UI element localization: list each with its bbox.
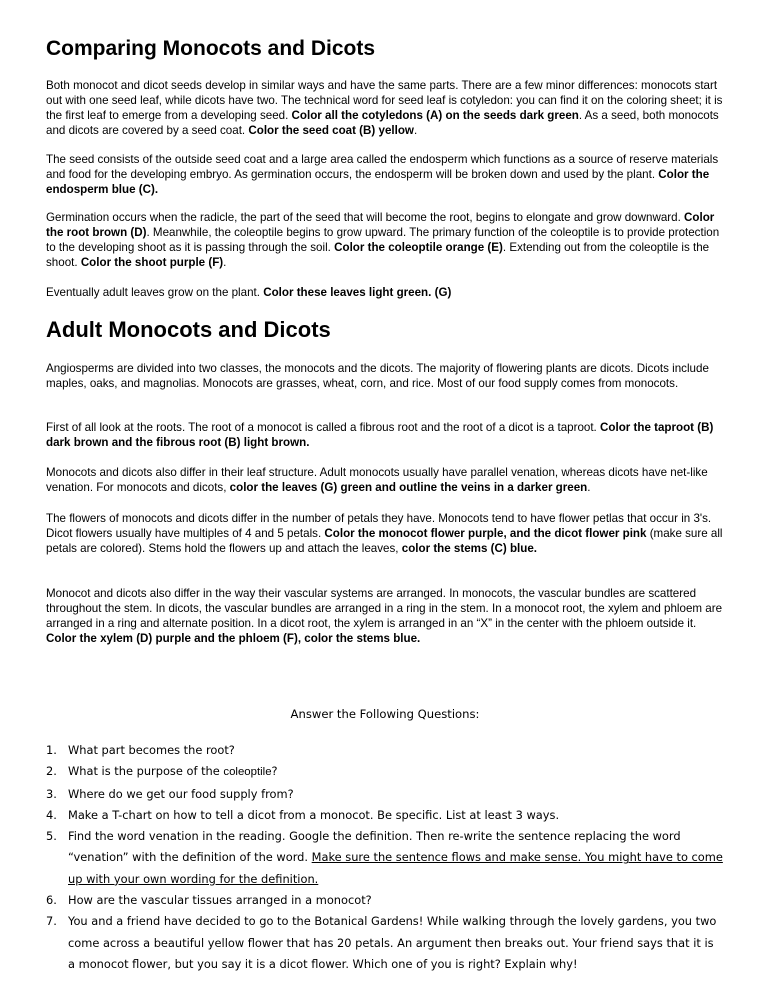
question-number: 2. [46,764,57,779]
question-item [46,805,724,826]
text: . Meanwhile, the coleoptile begins to grow upward. The primary function of the coleoptile is to provide protection to the developing shoot as it is passing through the soil. [46,226,720,254]
section-title-adult: Adult Monocots and Dicots [46,317,331,342]
text: . As a seed, both monocots and dicots are covered by a seed coat. [46,109,719,137]
question-text: Find the word venation in the reading. Google the definition. Then re-write the sentence replacing the word “venation” with the definition of the word. [68,829,681,865]
question-text: Where do we get our food supply from? [68,786,294,801]
question-item [46,761,724,783]
text: . [413,124,418,137]
section-title-comparing: Comparing Monocots and Dicots [46,37,376,60]
text: Both monocot and dicot seeds develop in similar ways and have the same parts. There are a few minor differences: monocots start out with one seed leaf, while dicots have two. The technical word for seed leaf is cotyledon: you can find it on the coloring sheet; it is the first leaf to emerge from a developing seed. [46,79,723,122]
instruction: Color the monocot flower purple, and the dicot flower pink [324,527,647,540]
question-number: 4. [46,807,57,822]
instruction: color the stems (C) blue. [401,542,538,555]
instruction: Color the coleoptile orange (E) [334,241,503,254]
instruction: Color the taproot (B) dark brown and the fibrous root (B) light brown. [46,421,714,449]
questions-list [46,740,724,975]
question-item [46,740,724,761]
question-text: ? [271,764,278,779]
question-item [46,890,724,911]
instruction: Color these leaves light green. (G) [263,286,452,299]
paragraph-cotyledons [46,78,724,138]
question-item [46,826,724,890]
instruction: color the leaves (G) green and outline the veins in a darker green [229,481,588,494]
paragraph-angiosperms: Angiosperms are divided into two classes, the monocots and the dicots. The majority of flowering plants are dicots. Dicots include maples, oaks, and magnolias. Monocots are grasses, wheat, corn, and rice. Most of our food supply comes from monocots. [46,362,709,390]
text: Eventually adult leaves grow on the plant. [46,286,264,299]
text: (make sure all petals are colored). Stems hold the flowers up and attach the leaves, [46,527,723,555]
instruction: Color the root brown (D) [46,211,715,239]
paragraph-germination [46,210,724,270]
text: The flowers of monocots and dicots differ in the number of petals they have. Monocots tend to have flower petlas that occur in 3's. Dicot flowers usually have multiples of 4 and 5 petals. [46,512,712,540]
instruction: Color the xylem (D) purple and the phloem (F), color the stems blue. [46,632,421,645]
questions-heading: Answer the Following Questions: [290,707,480,721]
instruction: Color the seed coat (B) yellow [248,124,414,137]
question-text: What is the purpose of the [68,764,224,779]
question-number: 7. [46,914,57,929]
question-text: What part becomes the root? [68,743,235,757]
text: The seed consists of the outside seed coat and a large area called the endosperm which functions as a source of reserve materials and food for the developing embryo. As germination occurs, the endosperm will be broken down and used by the plant. [46,153,719,181]
question-number: 5. [46,829,57,844]
question-item [46,911,724,975]
question-number: 1. [46,743,57,757]
text: Germination occurs when the radicle, the part of the seed that will become the root, begins to elongate and grow downward. [46,211,685,224]
paragraph-leaf-structure [46,465,724,495]
instruction: Color the shoot purple (F) [80,256,224,269]
question-item [46,784,724,805]
question-text-term: coleoptile [223,766,272,779]
question-number: 3. [46,786,57,801]
paragraph-endosperm [46,152,724,197]
paragraph-adult-leaves [46,285,724,300]
text: Monocot and dicots also differ in the way their vascular systems are arranged. In monocots, the vascular bundles are scattered throughout the stem. In dicots, the vascular bundles are arranged in a ring in the stem. In a monocot root, the xylem and phloem are arranged in a ring and alternate position. In a dicot root, the xylem is arranged in an “X” in the center with the phloem outside it. [46,587,723,630]
question-text-underlined: Make sure the sentence flows and make sense. You might have to come up with your own wording for the definition. [68,850,723,886]
question-text: How are the vascular tissues arranged in a monocot? [68,893,372,908]
paragraph-roots [46,420,724,450]
text: Monocots and dicots also differ in their leaf structure. Adult monocots usually have parallel venation, whereas dicots have net-like venation. For monocots and dicots, [46,466,708,494]
question-text: You and a friend have decided to go to the Botanical Gardens! While walking through the lovely gardens, you two come across a beautiful yellow flower that has 20 petals. An argument then breaks out. Your friend says that it is a monocot flower, but you say it is a dicot flower. Which one of you is right? Explain why! [68,914,717,971]
instruction: Color the endosperm blue (C). [46,168,710,196]
text: . [223,256,227,269]
paragraph-flowers [46,511,724,556]
text: . Extending out from the coleoptile is the shoot. [46,241,710,269]
question-text: Make a T-chart on how to tell a dicot from a monocot. Be specific. List at least 3 ways. [68,807,560,822]
paragraph-vascular [46,586,724,646]
text: First of all look at the roots. The root of a monocot is called a fibrous root and the root of a dicot is a taproot. [46,421,601,434]
text: . [587,481,591,494]
instruction: Color all the cotyledons (A) on the seeds dark green [291,109,579,122]
question-number: 6. [46,893,57,908]
